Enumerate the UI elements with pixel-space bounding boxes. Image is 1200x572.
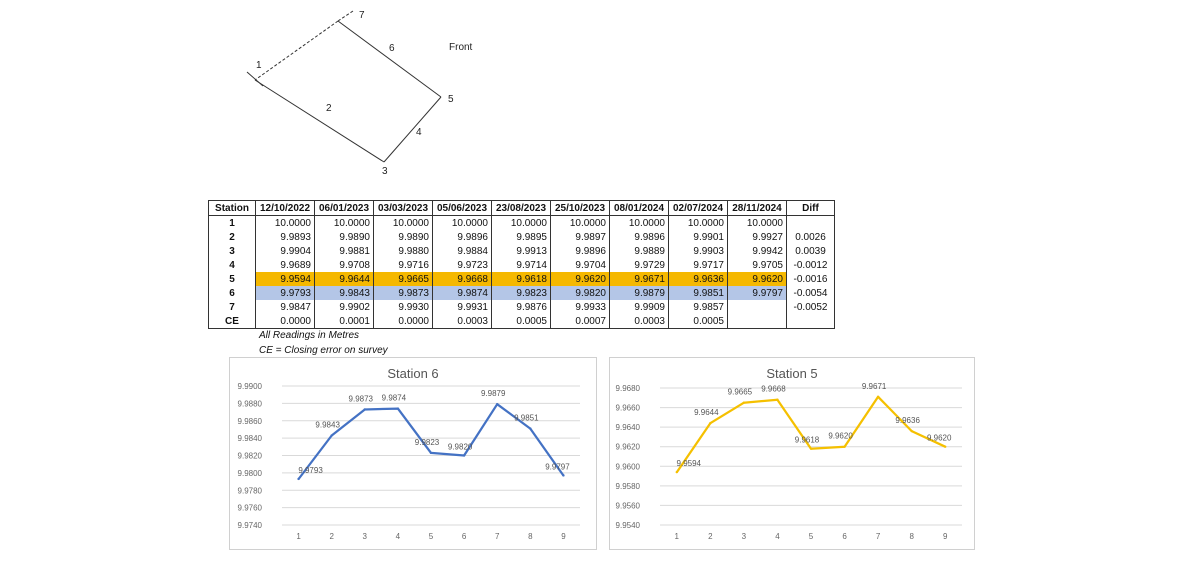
data-point [944, 446, 946, 448]
table-row [209, 314, 835, 329]
reading-cell: 9.9903 [669, 244, 728, 258]
y-tick-label: 9.9780 [237, 486, 262, 496]
diagram-extension-tick-1 [247, 72, 263, 86]
diff-cell: -0.0052 [787, 300, 835, 314]
y-tick-label: 9.9620 [615, 442, 640, 452]
data-point [297, 478, 299, 480]
y-tick-label: 9.9860 [237, 416, 262, 426]
reading-cell: 9.9843 [315, 286, 374, 300]
data-label: 9.9671 [861, 381, 887, 391]
reading-cell: 9.9909 [610, 300, 669, 314]
table-header-cell: 12/10/2022 [256, 201, 315, 216]
y-tick-label: 9.9560 [615, 501, 640, 511]
reading-cell: 9.9876 [492, 300, 551, 314]
reading-cell: 9.9704 [551, 258, 610, 272]
reading-cell: 9.9823 [492, 286, 551, 300]
x-tick-label: 4 [395, 532, 401, 541]
diff-cell [787, 216, 835, 231]
data-point [529, 427, 531, 429]
reading-cell: 9.9893 [256, 230, 315, 244]
reading-cell: 9.9851 [669, 286, 728, 300]
reading-cell: 9.9729 [610, 258, 669, 272]
x-tick-label: 1 [296, 532, 301, 541]
table-header-cell: 28/11/2024 [728, 201, 787, 216]
reading-cell: 9.9927 [728, 230, 787, 244]
diagram-edge-2 [255, 80, 384, 162]
station-cell: 6 [209, 286, 256, 300]
y-tick-label: 9.9880 [237, 399, 262, 409]
reading-cell: 9.9644 [315, 272, 374, 286]
reading-cell: 9.9901 [669, 230, 728, 244]
table-row [209, 244, 835, 258]
table-header-cell: 23/08/2023 [492, 201, 551, 216]
station-cell: 2 [209, 230, 256, 244]
note-closing-error: CE = Closing error on survey [259, 345, 388, 356]
table-header-cell: 25/10/2023 [551, 201, 610, 216]
data-point [496, 403, 498, 405]
x-tick-label: 9 [942, 532, 948, 541]
station-cell: 4 [209, 258, 256, 272]
data-point [562, 474, 564, 476]
reading-cell: 9.9689 [256, 258, 315, 272]
reading-cell: 9.9890 [374, 230, 433, 244]
data-point [364, 408, 366, 410]
reading-cell: 9.9793 [256, 286, 315, 300]
reading-cell: 9.9618 [492, 272, 551, 286]
data-label: 9.9797 [545, 462, 570, 472]
reading-cell: 9.9857 [669, 300, 728, 314]
x-tick-label: 8 [909, 532, 914, 541]
x-tick-label: 3 [741, 532, 747, 541]
reading-cell [728, 300, 787, 314]
data-label: 9.9874 [381, 393, 407, 403]
y-tick-label: 9.9540 [615, 521, 640, 530]
reading-cell: 0.0000 [256, 314, 315, 329]
reading-cell: 9.9874 [433, 286, 492, 300]
table-header-cell: 08/01/2024 [610, 201, 669, 216]
x-tick-label: 3 [362, 532, 368, 541]
diff-cell: -0.0016 [787, 272, 835, 286]
reading-cell: 0.0003 [610, 314, 669, 329]
diagram-label-2: 2 [326, 103, 332, 114]
y-tick-label: 9.9900 [237, 382, 262, 391]
y-tick-label: 9.9640 [615, 423, 640, 433]
reading-cell: 10.0000 [610, 216, 669, 231]
x-tick-label: 2 [708, 532, 713, 541]
x-tick-label: 2 [329, 532, 334, 541]
station-cell: 3 [209, 244, 256, 258]
reading-cell: 10.0000 [374, 216, 433, 231]
reading-cell: 9.9902 [315, 300, 374, 314]
data-point [330, 434, 332, 436]
data-point [397, 407, 399, 409]
x-tick-label: 5 [428, 532, 434, 541]
reading-cell: 10.0000 [669, 216, 728, 231]
diff-cell: -0.0012 [787, 258, 835, 272]
diagram-label-1: 1 [256, 60, 262, 71]
x-tick-label: 4 [775, 532, 780, 541]
reading-cell: 9.9895 [492, 230, 551, 244]
reading-cell: 0.0000 [374, 314, 433, 329]
x-tick-label: 6 [461, 532, 467, 541]
reading-cell: 9.9881 [315, 244, 374, 258]
station-cell: 5 [209, 272, 256, 286]
diagram-label-5: 5 [448, 94, 454, 105]
diagram-label-4: 4 [416, 127, 422, 138]
table-row [209, 216, 835, 231]
reading-cell: 9.9913 [492, 244, 551, 258]
chart-station-6 [229, 357, 597, 550]
chart-title: Station 5 [766, 366, 818, 381]
reading-cell: 9.9705 [728, 258, 787, 272]
data-point [709, 422, 711, 424]
survey-readings-table [208, 200, 835, 329]
y-tick-label: 9.9820 [237, 451, 262, 461]
table-row [209, 286, 835, 300]
reading-cell [728, 314, 787, 329]
diagram-front-dashed-line [255, 21, 338, 80]
reading-cell: 9.9708 [315, 258, 374, 272]
diagram-edge-6 [338, 21, 441, 97]
reading-cell: 9.9933 [551, 300, 610, 314]
x-tick-label: 7 [494, 532, 500, 541]
diagram-extension-tick-7 [338, 11, 353, 21]
data-point [776, 399, 778, 401]
x-tick-label: 9 [561, 532, 566, 541]
y-tick-label: 9.9600 [615, 462, 640, 472]
data-point [910, 430, 912, 432]
reading-cell: 9.9620 [728, 272, 787, 286]
table-header-cell: Diff [787, 201, 835, 216]
data-label: 9.9620 [926, 433, 952, 443]
reading-cell: 9.9820 [551, 286, 610, 300]
reading-cell: 9.9884 [433, 244, 492, 258]
reading-cell: 9.9896 [551, 244, 610, 258]
data-point [877, 396, 879, 398]
reading-cell: 0.0007 [551, 314, 610, 329]
data-label: 9.9843 [315, 420, 340, 430]
diff-cell: 0.0039 [787, 244, 835, 258]
data-label: 9.9820 [447, 442, 473, 452]
data-point [743, 401, 745, 403]
reading-cell: 9.9636 [669, 272, 728, 286]
table-row [209, 300, 835, 314]
reading-cell: 9.9931 [433, 300, 492, 314]
x-tick-label: 1 [674, 532, 680, 541]
data-label: 9.9879 [480, 389, 506, 399]
y-tick-label: 9.9680 [615, 384, 640, 393]
data-label: 9.9644 [694, 408, 719, 418]
reading-cell: 10.0000 [315, 216, 374, 231]
data-label: 9.9636 [895, 416, 920, 426]
station-cell: CE [209, 314, 256, 329]
table-row [209, 272, 835, 286]
table-row [209, 258, 835, 272]
diagram-label-7: 7 [359, 10, 365, 21]
reading-cell: 9.9620 [551, 272, 610, 286]
diff-cell: -0.0054 [787, 286, 835, 300]
reading-cell: 9.9897 [551, 230, 610, 244]
data-label: 9.9873 [348, 394, 374, 404]
data-point [676, 471, 678, 473]
reading-cell: 9.9594 [256, 272, 315, 286]
y-tick-label: 9.9740 [237, 521, 262, 530]
x-tick-label: 8 [528, 532, 533, 541]
table-header-cell: 02/07/2024 [669, 201, 728, 216]
y-tick-label: 9.9580 [615, 481, 640, 491]
data-point [810, 447, 812, 449]
reading-cell: 0.0005 [492, 314, 551, 329]
data-label: 9.9668 [761, 384, 786, 394]
reading-cell: 9.9665 [374, 272, 433, 286]
table-row [209, 230, 835, 244]
diagram-label-3: 3 [382, 166, 388, 177]
chart-title: Station 6 [387, 366, 439, 381]
reading-cell: 9.9716 [374, 258, 433, 272]
reading-cell: 0.0003 [433, 314, 492, 329]
y-tick-label: 9.9760 [237, 503, 262, 513]
reading-cell: 9.9671 [610, 272, 669, 286]
station-cell: 7 [209, 300, 256, 314]
survey-diagram [0, 0, 1200, 195]
data-point [463, 454, 465, 456]
reading-cell: 10.0000 [728, 216, 787, 231]
reading-cell: 10.0000 [551, 216, 610, 231]
table-header-row [209, 201, 835, 216]
y-tick-label: 9.9800 [237, 468, 262, 478]
reading-cell: 0.0005 [669, 314, 728, 329]
diff-cell: 0.0026 [787, 230, 835, 244]
diagram-edge-4 [384, 97, 441, 162]
reading-cell: 9.9723 [433, 258, 492, 272]
x-tick-label: 5 [808, 532, 814, 541]
diagram-label-6: 6 [389, 43, 395, 54]
data-label: 9.9618 [794, 435, 820, 445]
reading-cell: 9.9890 [315, 230, 374, 244]
x-tick-label: 6 [842, 532, 847, 541]
y-tick-label: 9.9840 [237, 434, 262, 444]
reading-cell: 9.9930 [374, 300, 433, 314]
chart-station-5 [609, 357, 975, 550]
data-label: 9.9793 [298, 465, 323, 475]
reading-cell: 9.9847 [256, 300, 315, 314]
table-header-cell: 05/06/2023 [433, 201, 492, 216]
data-label: 9.9665 [727, 387, 753, 397]
reading-cell: 10.0000 [492, 216, 551, 231]
station-cell: 1 [209, 216, 256, 231]
reading-cell: 9.9879 [610, 286, 669, 300]
reading-cell: 9.9889 [610, 244, 669, 258]
table-header-cell: Station [209, 201, 256, 216]
reading-cell: 9.9797 [728, 286, 787, 300]
reading-cell: 9.9873 [374, 286, 433, 300]
table-header-cell: 03/03/2023 [374, 201, 433, 216]
data-point [843, 446, 845, 448]
note-readings-units: All Readings in Metres [259, 330, 360, 341]
reading-cell: 9.9896 [610, 230, 669, 244]
reading-cell: 9.9942 [728, 244, 787, 258]
reading-cell: 9.9714 [492, 258, 551, 272]
data-label: 9.9823 [414, 437, 440, 447]
reading-cell: 9.9880 [374, 244, 433, 258]
data-label: 9.9594 [676, 459, 702, 469]
table-header-cell: 06/01/2023 [315, 201, 374, 216]
data-point [430, 452, 432, 454]
diagram-front-label: Front [449, 42, 473, 53]
y-tick-label: 9.9660 [615, 403, 640, 413]
reading-cell: 10.0000 [433, 216, 492, 231]
x-tick-label: 7 [875, 532, 881, 541]
data-label: 9.9620 [828, 431, 853, 441]
reading-cell: 9.9896 [433, 230, 492, 244]
reading-cell: 9.9668 [433, 272, 492, 286]
reading-cell: 10.0000 [256, 216, 315, 231]
reading-cell: 9.9717 [669, 258, 728, 272]
reading-cell: 0.0001 [315, 314, 374, 329]
reading-cell: 9.9904 [256, 244, 315, 258]
data-label: 9.9851 [514, 413, 539, 423]
diff-cell [787, 314, 835, 329]
